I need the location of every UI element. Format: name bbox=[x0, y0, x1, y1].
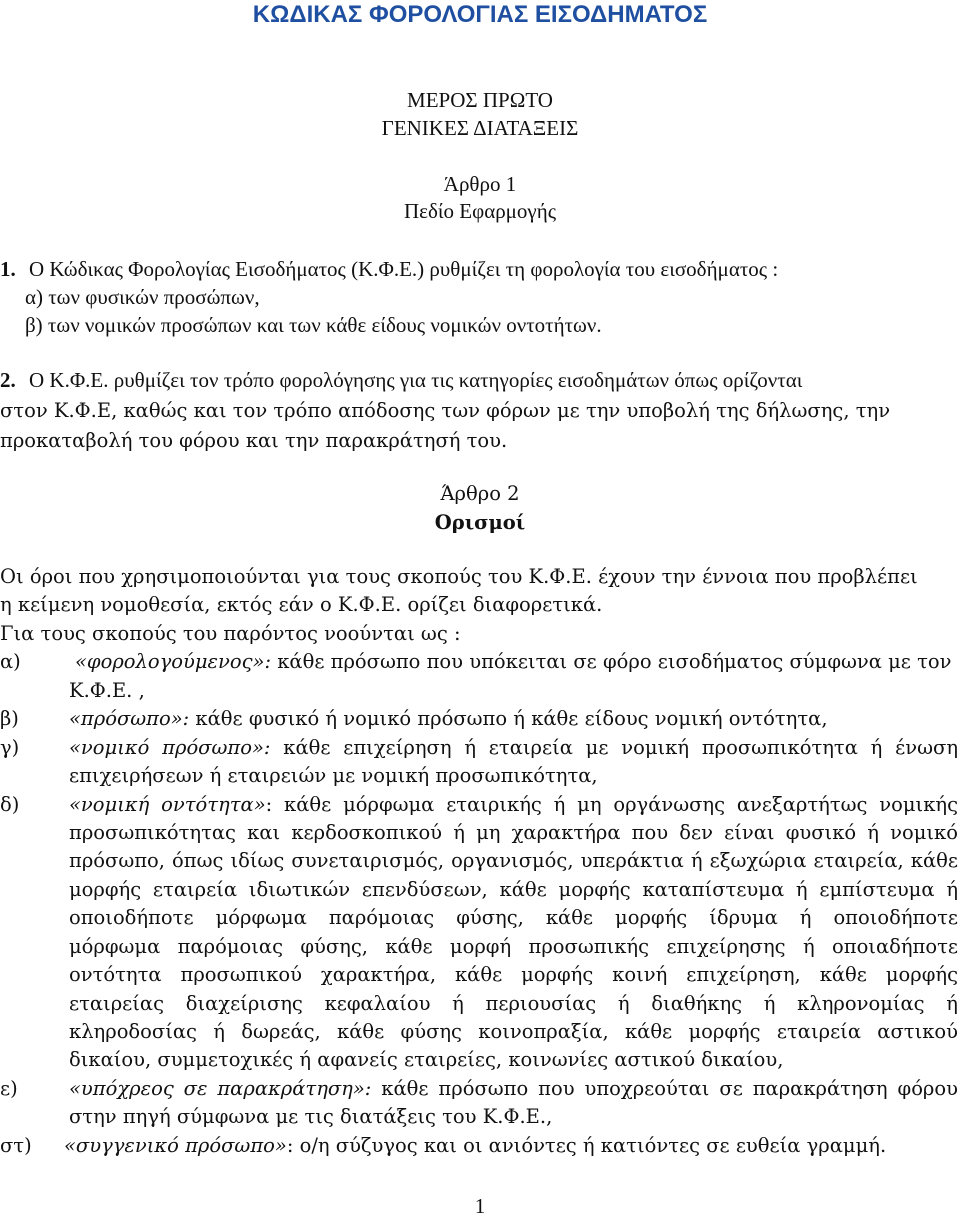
p2-text: Ο Κ.Φ.Ε. ρυθμίζει τον τρόπο φορολόγησης για τις κατηγορίες εισοδημάτων όπως ορίζονται bbox=[29, 368, 803, 392]
part-subtitle: ΓΕΝΙΚΕΣ ΔΙΑΤΑΞΕΙΣ bbox=[381, 116, 579, 140]
def-a-term: «φορολογούμενος»: bbox=[75, 650, 272, 673]
def-d-line3: πρόσωπο, όπως ιδίως συνεταιρισμός, οργανισμός, υπεράκτια ή εξωχώρια εταιρεία, κάθε bbox=[69, 849, 958, 872]
def-d-line9: κληροδοσίας ή δωρεάς, κάθε φύσης κοινοπραξία, κάθε μορφής εταιρεία αστικού bbox=[69, 1020, 958, 1043]
def-b-term: «πρόσωπο»: bbox=[69, 707, 190, 730]
def-c-text: κάθε επιχείρηση ή εταιρεία με νομική προσωπικότητα ή ένωση bbox=[283, 736, 959, 759]
def-c-line1 bbox=[69, 736, 958, 759]
def-d-line1 bbox=[69, 793, 958, 816]
def-st-line1 bbox=[64, 1134, 886, 1157]
def-c-term: «νομικό πρόσωπο»: bbox=[69, 736, 271, 759]
article1-p1-b: β) των νομικών προσώπων και των κάθε είδους νομικών οντοτήτων. bbox=[25, 313, 602, 337]
article1-p2-line1 bbox=[0, 368, 802, 393]
part-heading: ΜΕΡΟΣ ΠΡΩΤΟ bbox=[407, 88, 553, 112]
def-a-line1 bbox=[75, 650, 951, 673]
def-d-line6: μόρφωμα παρόμοιας φύσης, κάθε μορφή προσωπικής επιχείρησης ή οποιαδήποτε bbox=[69, 935, 958, 958]
def-e-term: «υπόχρεος σε παρακράτηση»: bbox=[69, 1077, 372, 1100]
def-d-label: δ) bbox=[0, 793, 20, 816]
def-c-line2: επιχειρήσεων ή εταιρειών με νομική προσωπικότητα, bbox=[69, 764, 598, 787]
def-d-term: «νομική οντότητα» bbox=[69, 793, 266, 816]
def-a-label: α) bbox=[0, 650, 21, 673]
article2-intro-line3: Για τους σκοπούς του παρόντος νοούνται ως : bbox=[0, 622, 461, 645]
p2-number: 2. bbox=[0, 368, 16, 392]
article1-heading: Άρθρο 1 bbox=[443, 172, 517, 196]
def-d-line5: οποιοδήποτε μόρφωμα παρόμοιας φύσης, κάθε μορφής ίδρυμα ή οποιοδήποτε bbox=[69, 906, 958, 929]
article1-p2-line3: προκαταβολή του φόρου και την παρακράτησή του. bbox=[0, 429, 508, 452]
def-d-line8: εταιρείας διαχείρισης κεφαλαίου ή περιουσίας ή διαθήκης ή κληρονομίας ή bbox=[69, 992, 958, 1015]
article1-p2-line2: στον Κ.Φ.Ε, καθώς και τον τρόπο απόδοσης των φόρων με την υποβολή της δήλωσης, την bbox=[0, 399, 891, 422]
article2-intro-line2: η κείμενη νομοθεσία, εκτός εάν ο Κ.Φ.Ε. ορίζει διαφορετικά. bbox=[0, 593, 603, 616]
def-a-line2: Κ.Φ.Ε. , bbox=[69, 679, 145, 702]
def-d-line4: μορφής εταιρεία ιδιωτικών επενδύσεων, κάθε μορφής καταπίστευμα ή εμπίστευμα ή bbox=[69, 878, 958, 901]
def-e-label: ε) bbox=[0, 1077, 18, 1100]
def-d-line7: οντότητα προσωπικού χαρακτήρα, κάθε μορφής κοινή επιχείρηση, κάθε μορφής bbox=[69, 963, 958, 986]
def-b-text: κάθε φυσικό ή νομικό πρόσωπο ή κάθε είδους νομική οντότητα, bbox=[189, 707, 828, 730]
def-c-label: γ) bbox=[0, 736, 20, 759]
article1-p1 bbox=[0, 257, 778, 282]
def-st-text: : ο/η σύζυγος και οι ανιόντες ή κατιόντες σε ευθεία γραμμή. bbox=[286, 1134, 887, 1157]
p1-number: 1. bbox=[0, 257, 16, 281]
def-d-line10: δικαίου, συμμετοχικές ή αφανείς εταιρείες, κοινωνίες αστικού δικαίου, bbox=[69, 1048, 784, 1071]
def-st-term: «συγγενικό πρόσωπο» bbox=[64, 1134, 287, 1157]
article2-intro-line1: Οι όροι που χρησιμοποιούνται για τους σκοπούς του Κ.Φ.Ε. έχουν την έννοια που προβλέπει bbox=[0, 565, 918, 588]
def-d-text: : κάθε μόρφωμα εταιρικής ή μη οργάνωσης ανεξαρτήτως νομικής bbox=[265, 793, 958, 816]
article2-title: Ορισμοί bbox=[434, 511, 526, 534]
def-e-text: κάθε πρόσωπο που υποχρεούται σε παρακράτηση φόρου bbox=[371, 1077, 958, 1100]
document-title: ΚΩΔΙΚΑΣ ΦΟΡΟΛΟΓΙΑΣ ΕΙΣΟΔΗΜΑΤΟΣ bbox=[252, 1, 708, 28]
article1-title: Πεδίο Εφαρμογής bbox=[403, 199, 557, 223]
article2-heading: Άρθρο 2 bbox=[440, 482, 520, 505]
def-d-line2: προσωπικότητας και κερδοσκοπικού ή μη χαρακτήρα που δεν είναι φυσικό ή νομικό bbox=[69, 821, 958, 844]
def-b-line1 bbox=[69, 707, 828, 730]
article1-p1-a: α) των φυσικών προσώπων, bbox=[25, 285, 260, 309]
def-a-text: κάθε πρόσωπο που υπόκειται σε φόρο εισοδήματος σύμφωνα με τον bbox=[271, 650, 952, 673]
def-b-label: β) bbox=[0, 707, 19, 730]
page-number: 1 bbox=[474, 1194, 486, 1218]
def-e-line2: στην πηγή σύμφωνα με τις διατάξεις του Κ.Φ.Ε., bbox=[69, 1105, 553, 1128]
def-e-line1 bbox=[69, 1077, 958, 1100]
def-st-label: στ) bbox=[0, 1134, 32, 1157]
p1-text: Ο Κώδικας Φορολογίας Εισοδήματος (Κ.Φ.Ε.) ρυθμίζει τη φορολογία του εισοδήματος : bbox=[29, 257, 779, 281]
